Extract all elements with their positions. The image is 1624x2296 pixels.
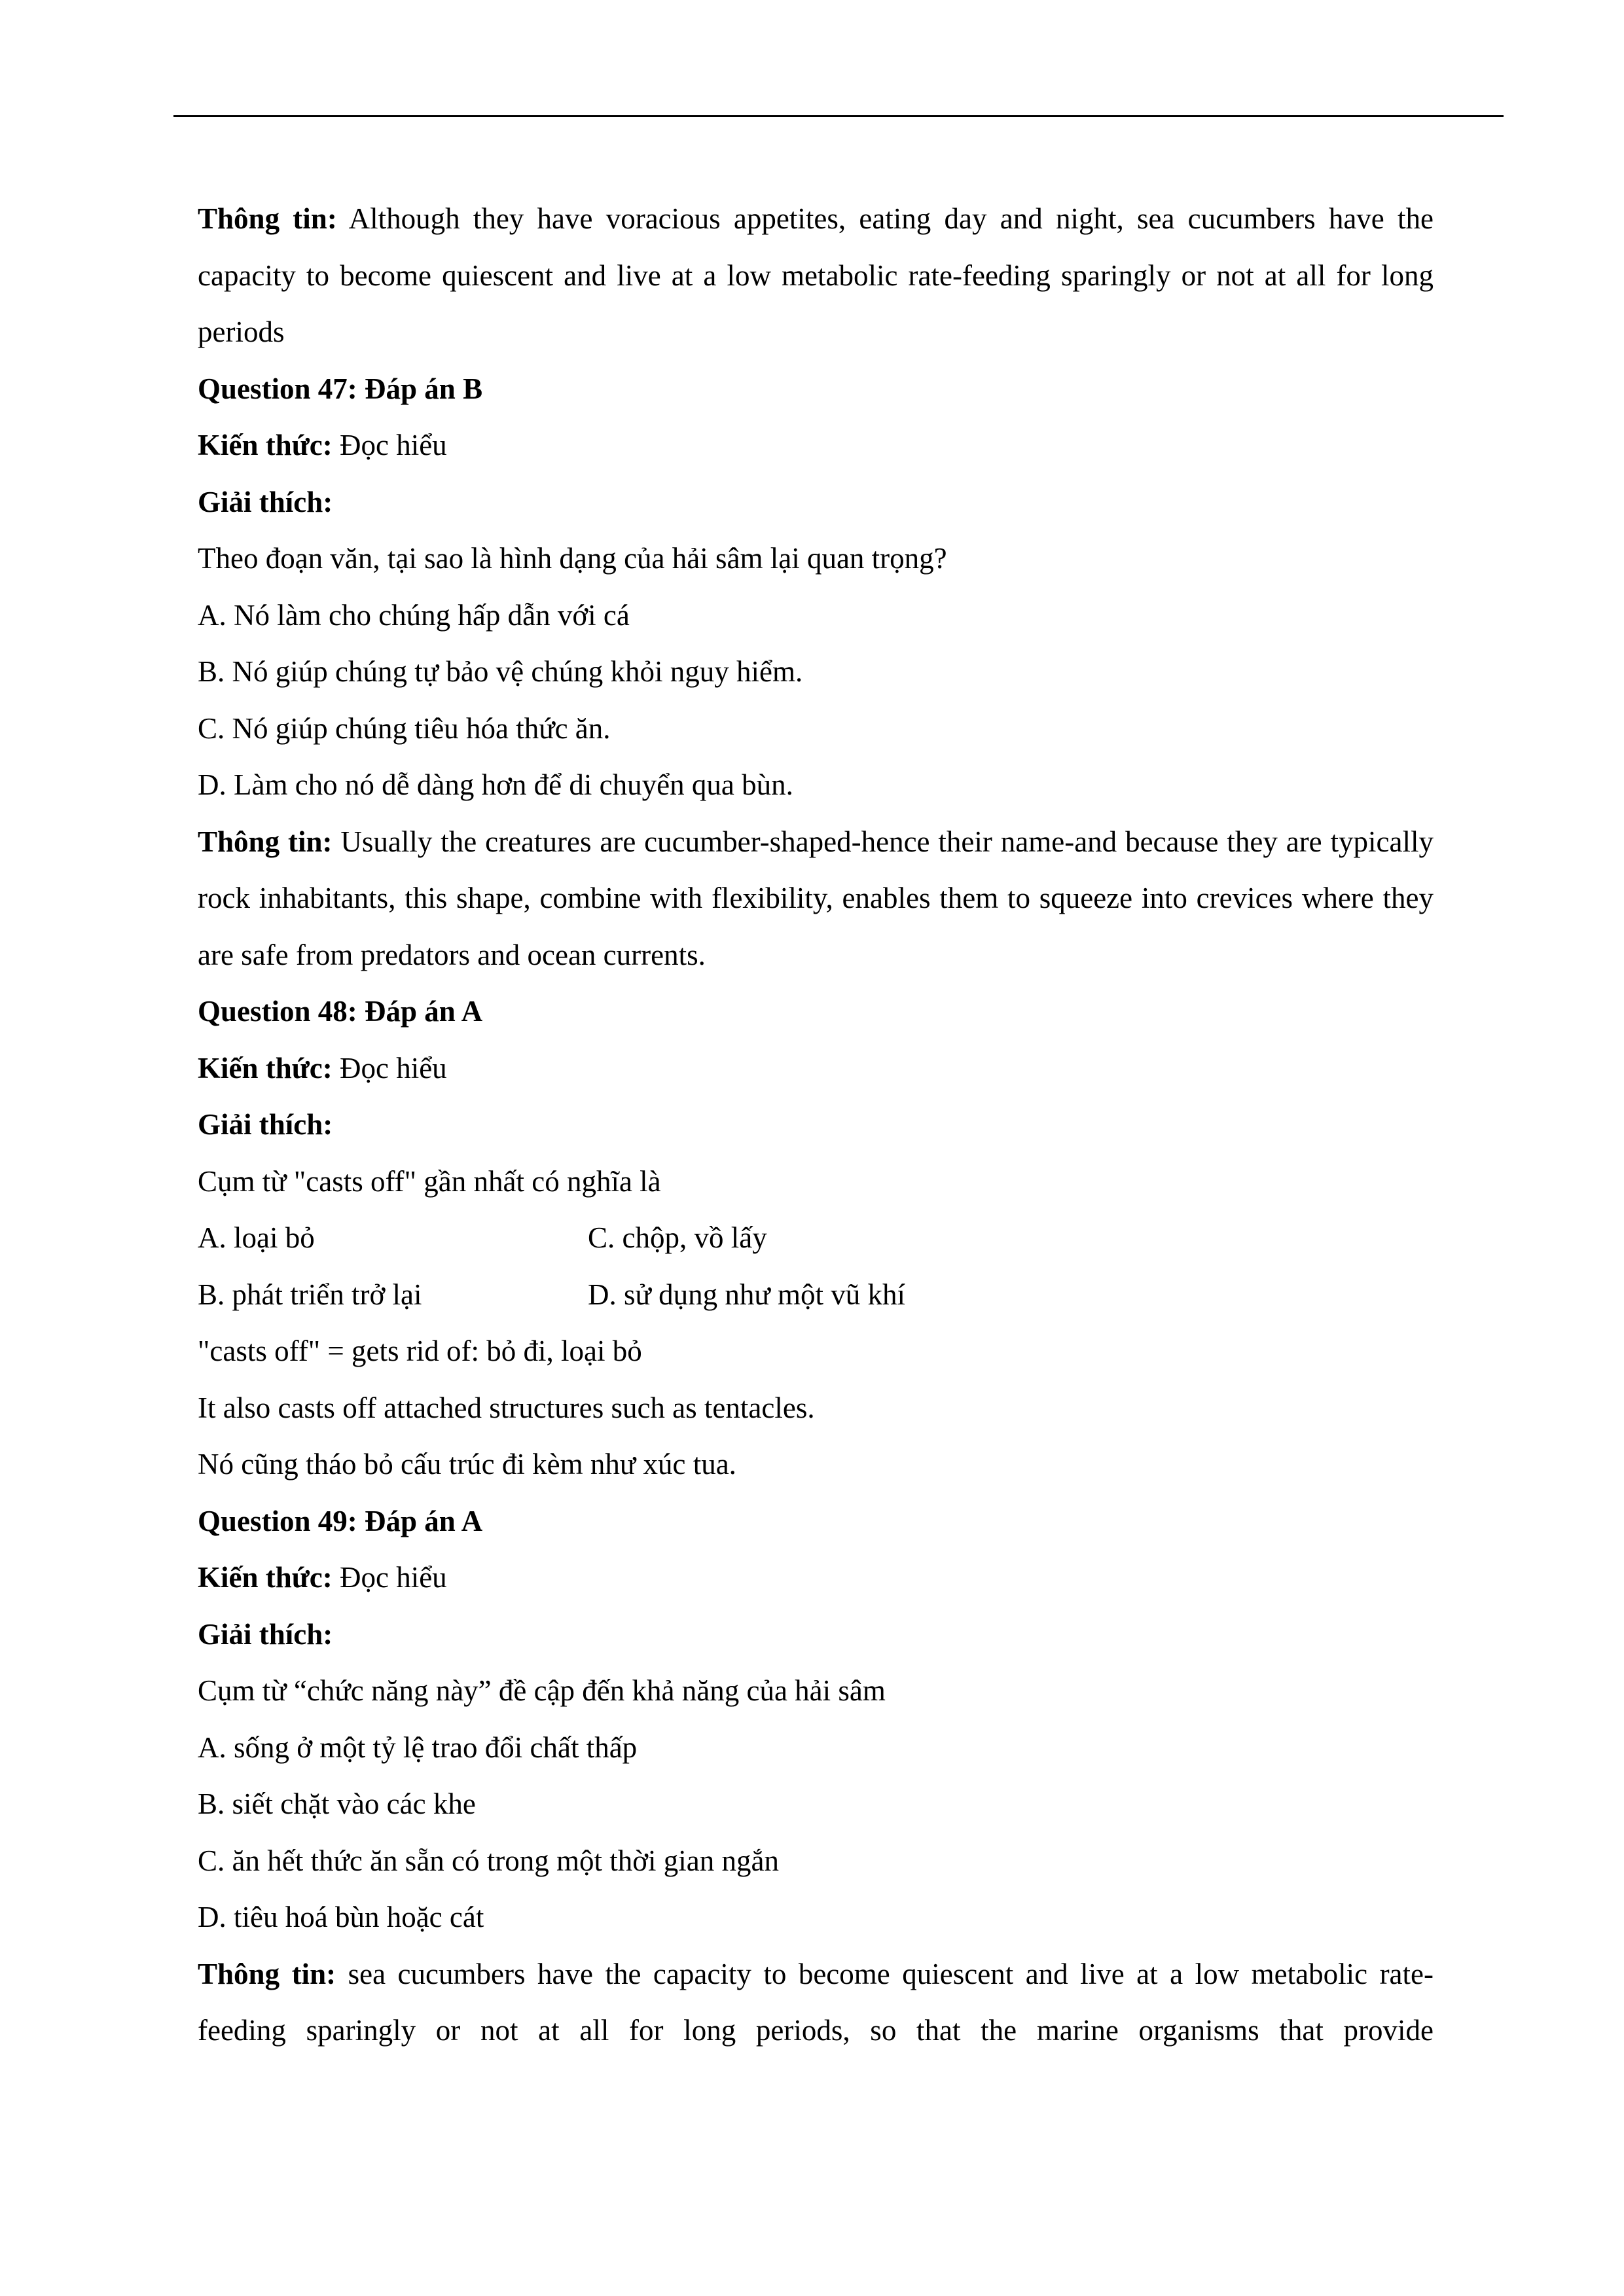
note-definition-48: "casts off" = gets rid of: bỏ đi, loại bỏ xyxy=(198,1335,642,1367)
knowledge-label: Kiến thức: xyxy=(198,1561,333,1594)
question-text-47: Theo đoạn văn, tại sao là hình dạng của hải sâm lại quan trọng? xyxy=(198,542,947,575)
option-b-48: B. phát triển trở lại xyxy=(198,1278,422,1311)
options-row-2-48 xyxy=(198,1266,1434,1323)
knowledge-value: Đọc hiểu xyxy=(339,1561,447,1594)
question-heading-49 xyxy=(198,1493,1434,1550)
question-text-49: Cụm từ “chức năng này” đề cập đến khả năng của hải sâm xyxy=(198,1674,886,1707)
knowledge-label: Kiến thức: xyxy=(198,1051,333,1085)
option-b-47: B. Nó giúp chúng tự bảo vệ chúng khỏi nguy hiểm. xyxy=(198,655,803,688)
knowledge-line-49 xyxy=(198,1549,1434,1606)
option-c-49: C. ăn hết thức ăn sẵn có trong một thời gian ngắn xyxy=(198,1844,780,1877)
note-translation-48: Nó cũng tháo bỏ cấu trúc đi kèm như xúc tua. xyxy=(198,1448,736,1480)
option-a-48: A. loại bỏ xyxy=(198,1221,315,1254)
options-row-1-48 xyxy=(198,1210,1434,1266)
explain-label-47 xyxy=(198,474,1434,531)
explain-label-48 xyxy=(198,1096,1434,1153)
explain-label: Giải thích: xyxy=(198,1617,333,1651)
question-text-48: Cụm từ "casts off" gần nhất có nghĩa là xyxy=(198,1164,661,1198)
question-heading-48 xyxy=(198,983,1434,1040)
question-heading-text: Question 48: Đáp án A xyxy=(198,995,483,1028)
info-paragraph-q47 xyxy=(198,814,1434,984)
knowledge-line-48 xyxy=(198,1040,1434,1097)
info-text: sea cucumbers have the capacity to become quiescent and live at a low metabolic rate-feeding sparingly or not at all for long periods, so that the marine organisms that provide xyxy=(198,1957,1434,2047)
knowledge-value: Đọc hiểu xyxy=(339,429,447,461)
page-body xyxy=(198,190,1434,2059)
info-text: Although they have voracious appetites, eating day and night, sea cucumbers have the capacity to become quiescent and live at a low metabolic rate-feeding sparingly or not at all for long periods xyxy=(198,202,1434,348)
option-a-47: A. Nó làm cho chúng hấp dẫn với cá xyxy=(198,598,630,632)
info-paragraph-q49 xyxy=(198,1946,1434,2059)
explain-label: Giải thích: xyxy=(198,1108,333,1141)
explain-label-49 xyxy=(198,1606,1434,1663)
header-rule xyxy=(173,115,1504,117)
explain-label: Giải thích: xyxy=(198,485,333,518)
option-c-48: C. chộp, vồ lấy xyxy=(588,1221,767,1254)
option-b-49: B. siết chặt vào các khe xyxy=(198,1787,476,1820)
note-quote-48: It also casts off attached structures such as tentacles. xyxy=(198,1391,815,1424)
option-a-49: A. sống ở một tỷ lệ trao đổi chất thấp xyxy=(198,1731,638,1764)
info-label: Thông tin: xyxy=(198,202,337,235)
question-heading-text: Question 47: Đáp án B xyxy=(198,372,483,405)
info-text: Usually the creatures are cucumber-shaped-hence their name-and because they are typically rock inhabitants, this shape, combine with flexibility, enables them to squeeze into crevices where they are safe from predators and ocean currents. xyxy=(198,825,1434,971)
question-heading-text: Question 49: Đáp án A xyxy=(198,1504,483,1537)
info-paragraph-q46 xyxy=(198,190,1434,361)
knowledge-value: Đọc hiểu xyxy=(339,1051,447,1085)
info-label: Thông tin: xyxy=(198,1957,336,1990)
option-d-49: D. tiêu hoá bùn hoặc cát xyxy=(198,1901,484,1933)
option-d-48: D. sử dụng như một vũ khí xyxy=(588,1278,906,1311)
question-heading-47 xyxy=(198,361,1434,418)
option-d-47: D. Làm cho nó dễ dàng hơn để di chuyển qua bùn. xyxy=(198,768,793,801)
option-c-47: C. Nó giúp chúng tiêu hóa thức ăn. xyxy=(198,711,611,745)
knowledge-line-47 xyxy=(198,417,1434,474)
info-label: Thông tin: xyxy=(198,825,333,858)
knowledge-label: Kiến thức: xyxy=(198,429,333,461)
